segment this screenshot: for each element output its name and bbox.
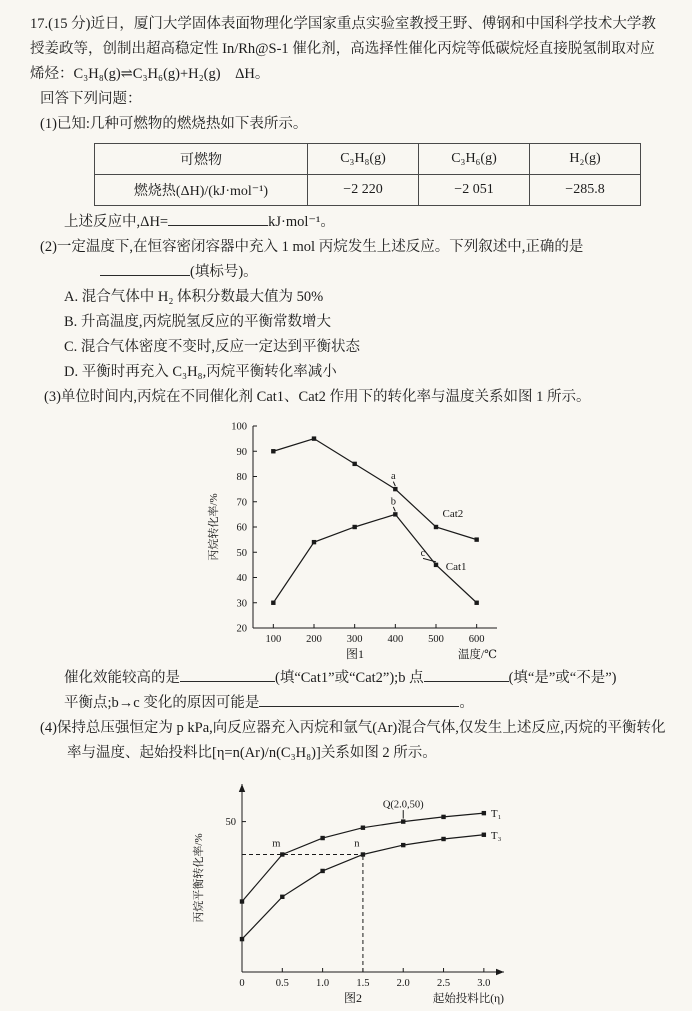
- part3-lead: (3)单位时间内,丙烷在不同催化剂 Cat1、Cat2 作用下的转化率与温度关系如图 1 所示。: [44, 389, 591, 405]
- part3-fill2-pre: 平衡点;b→c 变化的原因可能是: [64, 695, 260, 711]
- answer-prompt: 回答下列问题：: [40, 91, 142, 107]
- header-c3h6: C₃H₆(g): [419, 144, 530, 175]
- svg-text:300: 300: [346, 634, 363, 645]
- part3-fill-line-2: [64, 691, 666, 716]
- svg-text:100: 100: [265, 634, 282, 645]
- svg-text:m: m: [272, 838, 281, 850]
- blank-part2-answer: [100, 261, 190, 276]
- table-header-row: [95, 144, 641, 175]
- row-label-combustion-heat: 燃烧热(ΔH)/(kJ·mol⁻¹): [95, 175, 308, 206]
- svg-text:400: 400: [387, 634, 404, 645]
- part3-fill1-post: (填“是”或“不是”): [508, 670, 617, 686]
- svg-text:a: a: [390, 471, 396, 483]
- header-fuel: 可燃物: [95, 144, 308, 175]
- figure-1-temperature-conversion-chart: [60, 412, 666, 664]
- part2-fill-post: (填标号)。: [190, 264, 258, 280]
- svg-text:20: 20: [236, 623, 247, 635]
- svg-text:0.5: 0.5: [275, 978, 289, 989]
- delta-h-fill-pre: 上述反应中,ΔH=: [64, 214, 169, 230]
- part3-fill1-pre: 催化效能较高的是: [64, 670, 180, 686]
- question-17-intro: 17.(15 分)近日，厦门大学固体表面物理化学国家重点实验室教授王野、傅钢和中国科学技术大学教授姜政等，创制出超高稳定性 In/Rh@S-1 催化剂，高选择性催化丙烷等低碳烷烃直接脱氢制取对应烯烃：C₃H₈(g)⇌C₃H₆(g)+H₂(g) ΔH。: [30, 16, 656, 82]
- svg-text:2.5: 2.5: [436, 978, 451, 989]
- svg-text:c: c: [420, 547, 426, 559]
- blank-point-b: [424, 667, 509, 682]
- svg-text:80: 80: [236, 472, 247, 483]
- svg-text:温度/℃: 温度/℃: [457, 649, 497, 661]
- svg-text:600: 600: [468, 634, 485, 645]
- svg-text:2.0: 2.0: [396, 978, 410, 989]
- chart-2-svg: [188, 768, 538, 1008]
- svg-text:3.0: 3.0: [477, 978, 491, 989]
- svg-text:b: b: [390, 496, 396, 508]
- option-b: B. 升高温度,丙烷脱氢反应的平衡常数增大: [64, 314, 332, 330]
- svg-text:Q(2.0,50): Q(2.0,50): [382, 799, 424, 811]
- svg-text:T₁: T₁: [490, 808, 502, 821]
- svg-text:60: 60: [236, 522, 247, 534]
- svg-text:200: 200: [306, 634, 322, 645]
- option-a: A. 混合气体中 H₂ 体积分数最大值为 50%: [64, 289, 324, 305]
- option-c: C. 混合气体密度不变时,反应一定达到平衡状态: [64, 339, 361, 355]
- figure-2-feed-ratio-conversion-chart: [60, 768, 666, 1008]
- blank-delta-h: [168, 211, 268, 226]
- svg-text:Cat1: Cat1: [445, 560, 467, 573]
- svg-text:丙烷转化率/%: 丙烷转化率/%: [208, 493, 220, 561]
- svg-text:丙烷平衡转化率/%: 丙烷平衡转化率/%: [193, 833, 205, 923]
- combustion-heat-table: [94, 143, 641, 206]
- part2-fill-line: [100, 260, 666, 285]
- part3-fill2-post: 。: [459, 695, 474, 711]
- value-c3h8: −2 220: [308, 175, 419, 206]
- svg-text:0: 0: [239, 978, 245, 989]
- svg-text:1.5: 1.5: [356, 978, 370, 989]
- header-c3h8: C₃H₈(g): [308, 144, 419, 175]
- delta-h-fill-line: [64, 210, 666, 235]
- part3-fill-line-1: [64, 666, 666, 691]
- svg-text:500: 500: [428, 634, 444, 645]
- value-h2: −285.8: [530, 175, 641, 206]
- chart-1-svg: [203, 412, 523, 664]
- svg-text:T₃: T₃: [490, 829, 502, 842]
- delta-h-fill-post: kJ·mol⁻¹。: [268, 214, 335, 230]
- svg-text:Cat2: Cat2: [442, 507, 464, 520]
- svg-text:n: n: [354, 838, 360, 850]
- svg-text:100: 100: [231, 421, 247, 433]
- svg-text:90: 90: [236, 446, 247, 458]
- part2-lead: (2)一定温度下,在恒容密闭容器中充入 1 mol 丙烷发生上述反应。下列叙述中,正确的是: [40, 239, 584, 255]
- part4-lead: (4)保持总压强恒定为 p kPa,向反应器充入丙烷和氩气(Ar)混合气体,仅发生上述反应,丙烷的平衡转化率与温度、起始投料比[η=n(Ar)/n(C₃H₈)]关系如图 2 所示。: [40, 720, 666, 761]
- table-data-row: [95, 175, 641, 206]
- blank-catalyst-choice: [180, 667, 275, 682]
- blank-bc-reason: [259, 692, 459, 707]
- value-c3h6: −2 051: [419, 175, 530, 206]
- svg-text:40: 40: [236, 573, 247, 584]
- header-h2: H₂(g): [530, 144, 641, 175]
- part1-lead: (1)已知:几种可燃物的燃烧热如下表所示。: [40, 116, 308, 132]
- part3-fill1-mid: (填“Cat1”或“Cat2”);b 点: [275, 670, 424, 686]
- svg-text:1.0: 1.0: [316, 978, 330, 989]
- svg-text:50: 50: [225, 817, 236, 829]
- svg-text:图1: 图1: [345, 647, 365, 661]
- svg-text:图2: 图2: [343, 991, 363, 1005]
- svg-text:70: 70: [236, 497, 247, 509]
- svg-text:起始投料比(η): 起始投料比(η): [432, 993, 504, 1005]
- svg-text:30: 30: [236, 598, 247, 610]
- option-d: D. 平衡时再充入 C₃H₈,丙烷平衡转化率减小: [64, 364, 337, 380]
- svg-text:50: 50: [236, 547, 247, 559]
